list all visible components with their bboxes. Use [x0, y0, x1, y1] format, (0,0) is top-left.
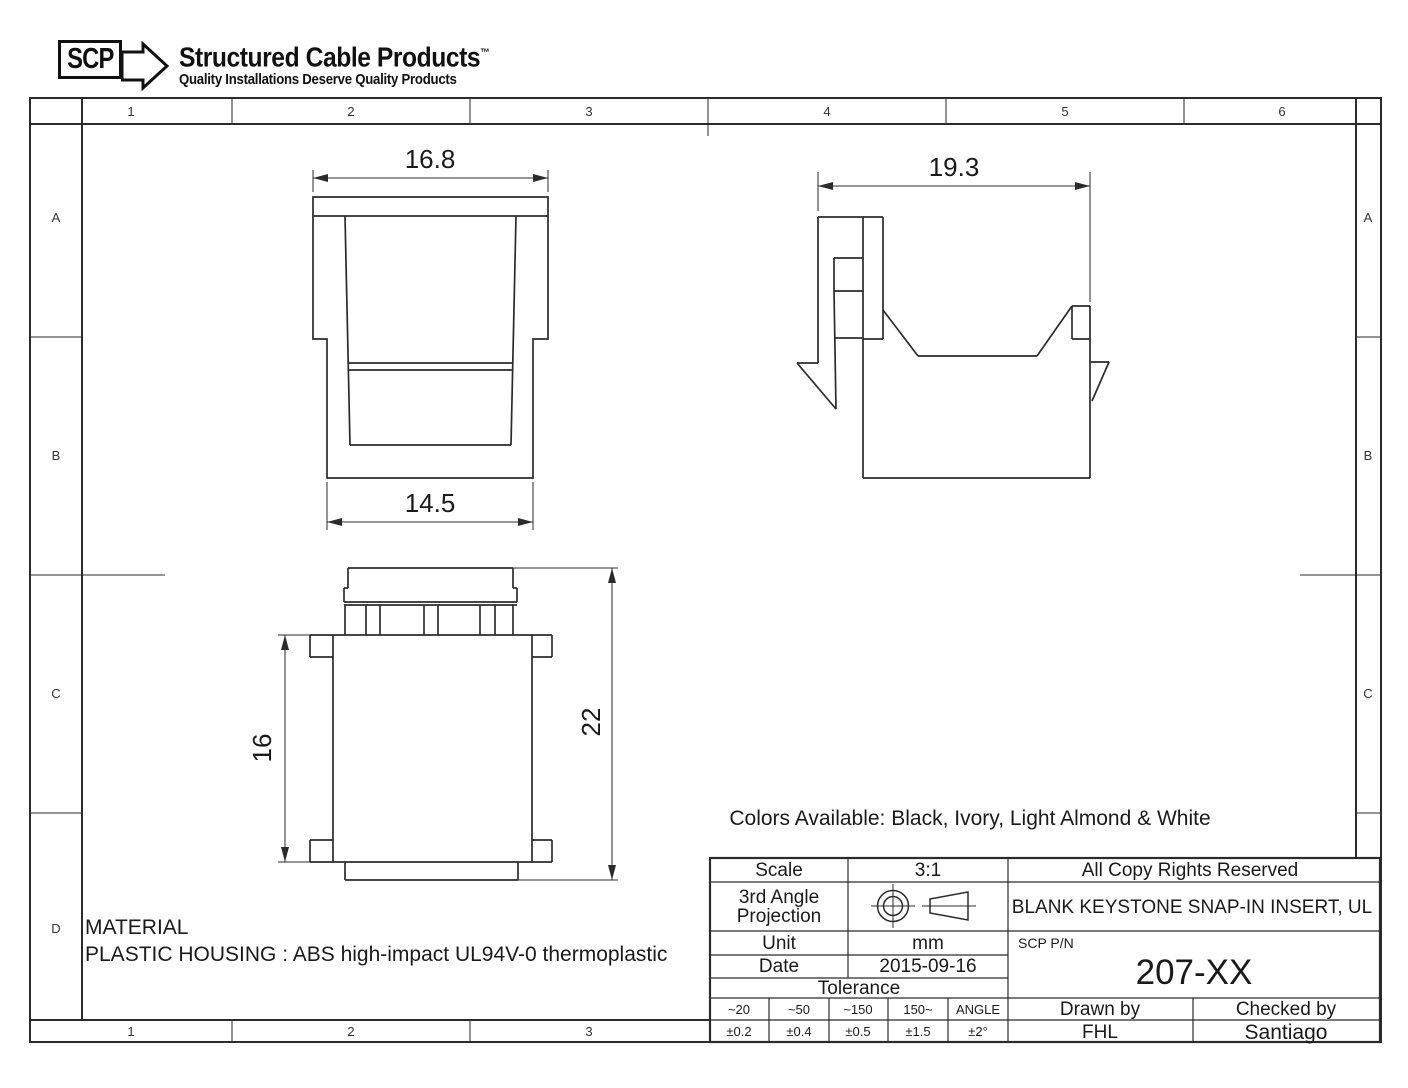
- tolerance-label: Tolerance: [817, 978, 901, 999]
- date-value: 2015-09-16: [879, 956, 977, 977]
- dimension-front-bottom: [327, 482, 533, 530]
- tolerance-header: 150~: [903, 1002, 933, 1017]
- tolerance-header: ~150: [843, 1002, 873, 1017]
- zone-col-label: 4: [823, 104, 831, 119]
- logo-title-text: Structured Cable Products: [179, 41, 481, 73]
- tolerance-value: ±2°: [968, 1024, 988, 1039]
- title-block: [710, 858, 1380, 1044]
- zone-col-label: 2: [347, 104, 355, 119]
- scale-label: Scale: [755, 860, 803, 881]
- dim-label-side-depth: 19.3: [928, 152, 980, 182]
- part-number-label: SCP P/N: [1018, 935, 1074, 951]
- tolerance-header: ~50: [787, 1002, 811, 1017]
- material-title: MATERIAL: [85, 916, 189, 939]
- logo-tagline: Quality Installations Deserve Quality Products: [179, 71, 457, 89]
- part-number-value: 207-XX: [1135, 953, 1253, 992]
- zone-col-label: 2: [347, 1024, 355, 1039]
- dimension-bottom-total: [513, 568, 618, 880]
- projection-label-line2: Projection: [736, 906, 822, 927]
- zone-row-label: C: [1363, 686, 1373, 701]
- drawn-by-value: FHL: [1082, 1022, 1118, 1043]
- zone-row-label: C: [51, 686, 61, 701]
- tolerance-value: ±0.5: [845, 1024, 871, 1039]
- zone-col-label: 3: [585, 104, 593, 119]
- tolerance-header: ~20: [727, 1002, 751, 1017]
- material-body: PLASTIC HOUSING : ABS high-impact UL94V-0 thermoplastic: [85, 943, 668, 966]
- bottom-view: [247, 568, 618, 880]
- copyright-note: All Copy Rights Reserved: [1081, 860, 1299, 881]
- zone-col-label: 6: [1278, 104, 1286, 119]
- zone-col-label: 5: [1061, 104, 1069, 119]
- zone-row-label: B: [1363, 448, 1373, 463]
- zone-row-label: A: [51, 210, 61, 225]
- zone-col-label: 1: [127, 1024, 135, 1039]
- tolerance-value: ±0.2: [726, 1024, 752, 1039]
- dim-label-total-height: 22: [576, 707, 606, 737]
- dimension-front-top: [313, 144, 548, 192]
- colors-note: Colors Available: Black, Ivory, Light Almond & White: [729, 807, 1211, 830]
- tolerance-value: ±0.4: [786, 1024, 812, 1039]
- dimension-bottom-height: [247, 635, 333, 862]
- zone-row-label: D: [51, 921, 61, 936]
- checked-by-value: Santiago: [1244, 1021, 1328, 1044]
- unit-label: Unit: [762, 933, 796, 954]
- side-view: [797, 152, 1109, 478]
- unit-value: mm: [912, 933, 944, 954]
- zone-col-label: 3: [585, 1024, 593, 1039]
- drawn-by-label: Drawn by: [1059, 999, 1141, 1020]
- logo-trademark: ™: [480, 47, 490, 59]
- dim-label-front-width: 16.8: [404, 144, 456, 174]
- zone-col-label: 1: [127, 104, 135, 119]
- date-label: Date: [758, 956, 800, 977]
- logo-abbr: SCP: [66, 43, 114, 75]
- tolerance-value: ±1.5: [905, 1024, 931, 1039]
- projection-label-line1: 3rd Angle: [738, 887, 820, 908]
- dim-label-front-base-width: 14.5: [404, 488, 456, 518]
- front-view: [313, 144, 548, 530]
- dim-label-body-height: 16: [247, 733, 277, 763]
- dimension-side-top: [818, 152, 1090, 302]
- scale-value: 3:1: [914, 860, 942, 881]
- zone-row-label: A: [1363, 210, 1373, 225]
- part-title: BLANK KEYSTONE SNAP-IN INSERT, UL: [1011, 897, 1373, 918]
- zone-row-label: B: [51, 448, 61, 463]
- third-angle-projection-icon: [871, 884, 976, 928]
- checked-by-label: Checked by: [1235, 999, 1337, 1020]
- tolerance-header: ANGLE: [955, 1002, 1001, 1017]
